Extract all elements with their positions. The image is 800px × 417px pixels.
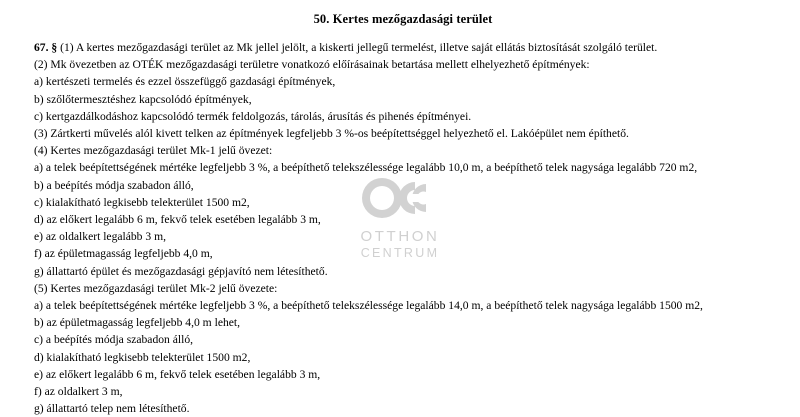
paragraph: [34, 349, 772, 366]
paragraph: [34, 108, 772, 125]
paragraph: [34, 383, 772, 400]
paragraph-text: (1) A kertes mezőgazdasági terület az Mk jellel jelölt, a kiskerti jellegű termelést, illetve saját ellátás biztosítását szolgáló terület.: [57, 41, 658, 54]
paragraph-text: (4) Kertes mezőgazdasági terület Mk-1 jelű övezet:: [34, 144, 273, 158]
paragraph-text: a) a telek beépítettségének mértéke legfeljebb 3 %, a beépíthető telekszélessége legalább 10,0 m, a beépíthető telek nagysága legalább 720 m2,: [34, 161, 698, 175]
paragraph: [34, 366, 772, 383]
paragraph-text: (2) Mk övezetben az OTÉK mezőgazdasági területre vonatkozó előírásainak betartása mellett elhelyezhető építmények:: [34, 58, 590, 72]
paragraph: [34, 331, 772, 348]
page-title: 50. Kertes mezőgazdasági terület: [313, 12, 493, 26]
paragraph: [34, 228, 772, 245]
paragraph: [34, 73, 772, 90]
paragraph: [34, 263, 772, 280]
document-body: [34, 39, 772, 417]
paragraph: [34, 125, 772, 142]
watermark-line-1: OTTHON: [360, 228, 440, 245]
paragraph-text: c) kialakítható legkisebb telekterület 1500 m2,: [34, 195, 250, 209]
paragraph-text: b) a beépítés módja szabadon álló,: [34, 178, 194, 192]
paragraph-text: c) kertgazdálkodáshoz kapcsolódó termék feldolgozás, tárolás, árusítás és pihenés építményei.: [34, 109, 472, 123]
paragraph-text: d) kialakítható legkisebb telekterület 1500 m2,: [34, 350, 251, 364]
paragraph-text: f) az oldalkert 3 m,: [34, 385, 123, 399]
paragraph-text: d) az előkert legalább 6 m, fekvő telek esetében legalább 3 m,: [34, 213, 321, 227]
paragraph-text: g) állattartó telep nem létesíthető.: [34, 402, 190, 416]
paragraph: [34, 56, 772, 73]
paragraph-text: e) az előkert legalább 6 m, fekvő telek esetében legalább 3 m,: [34, 367, 321, 381]
paragraph-text: (5) Kertes mezőgazdasági terület Mk-2 jelű övezete:: [34, 281, 278, 295]
paragraph-text: b) szőlőtermesztéshez kapcsolódó építmények,: [34, 92, 252, 106]
paragraph-text: e) az oldalkert legalább 3 m,: [34, 230, 166, 244]
paragraph: [34, 39, 772, 56]
paragraph-text: b) az épületmagasság legfeljebb 4,0 m lehet,: [34, 316, 241, 330]
paragraph: [34, 177, 772, 194]
paragraph: [34, 245, 772, 262]
paragraph: [34, 314, 772, 331]
paragraph: [34, 297, 772, 314]
paragraph-text: f) az épületmagasság legfeljebb 4,0 m,: [34, 247, 213, 261]
paragraph: [34, 280, 772, 297]
paragraph: [34, 400, 772, 417]
watermark-line-2: CENTRUM: [360, 246, 440, 260]
paragraph: [34, 159, 772, 176]
paragraph-text: g) állattartó épület és mezőgazdasági gépjavító nem létesíthető.: [34, 264, 328, 278]
paragraph: [34, 142, 772, 159]
paragraph-text: (3) Zártkerti művelés alól kivett telken az építmények legfeljebb 3 %-os beépítettséggel helyezhető el. Lakóépület nem építhető.: [34, 127, 629, 141]
paragraph-text: a) a telek beépítettségének mértéke legfeljebb 3 %, a beépíthető telekszélessége legalább 14,0 m, a beépíthető telek nagysága legalább 1500 m2,: [34, 299, 703, 313]
paragraph-lead: 67. §: [34, 41, 58, 54]
paragraph: [34, 211, 772, 228]
paragraph: [34, 194, 772, 211]
paragraph: [34, 91, 772, 108]
paragraph-text: c) a beépítés módja szabadon álló,: [34, 333, 194, 347]
paragraph-text: a) kertészeti termelés és ezzel összefüggő gazdasági építmények,: [34, 75, 336, 89]
